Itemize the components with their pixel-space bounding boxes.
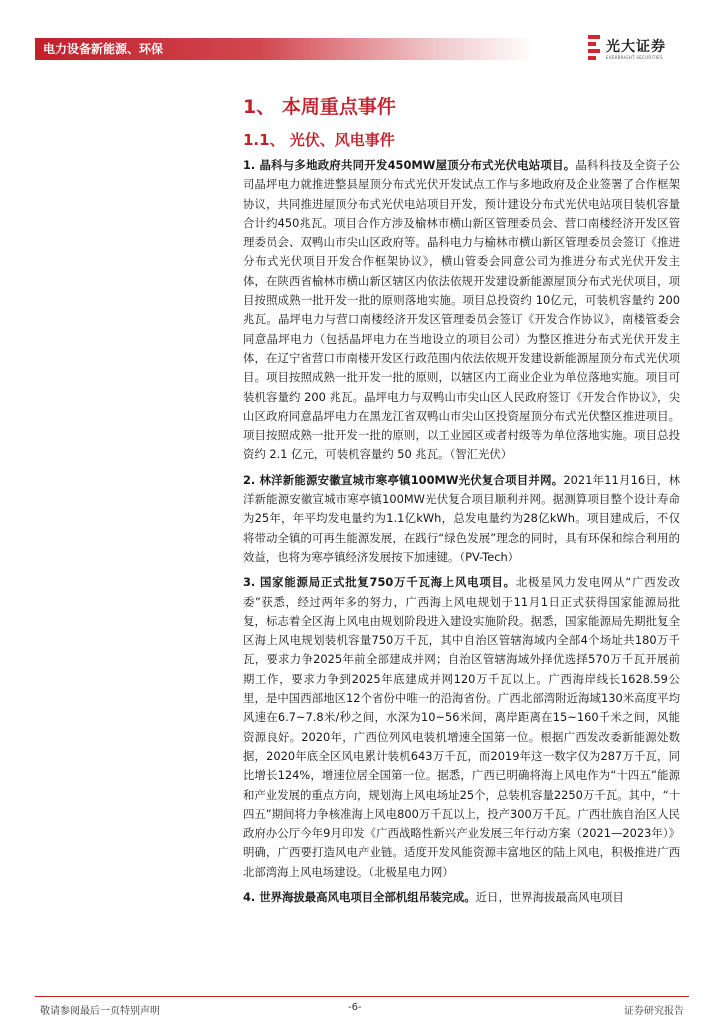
article-paragraph xyxy=(243,888,680,907)
section-subtitle: 1.1、 光伏、风电事件 xyxy=(243,131,395,149)
article-list xyxy=(243,156,680,913)
article-headline: 2. 林洋新能源安徽宣城市寒亭镇100MW光伏复合项目并网。 xyxy=(243,472,564,487)
article-body: 北极星风力发电网从“广西发改委”获悉，经过两年多的努力，广西海上风电规划于11月1日正式获得国家能源局批复，标志着全区海上风电由规划阶段进入建设实施阶段。据悉，国家能源局先期批复全区海上风电规划装机容量750万千瓦，其中自治区管辖海域内全部4个场址共180万千瓦，要求力争2025年前全部建成并网；自治区管辖海域外择优选择570万千瓦开展前期工作，要求力争到2025年底建成并网120万千瓦以上。广西海岸线长1628.59公里，是中国西部地区12个省份中唯一的沿海省份。广西北部湾附近海域130米高度平均风速在6.7~7.8米/秒之间，水深为10~56米间，离岸距离在15~160千米之间，风能资源良好。2020年，广西位列风电装机增速全国第一位。根据广西发改委新能源处数据，2020年底全区风电累计装机643万千瓦，而2019年这一数字仅为287万千瓦，同比增长124%，增速位居全国第一位。据悉，广西已明确将海上风电作为“十四五”能源和产业发展的重点方向，规划海上风电场址25个，总装机容量2250万千瓦。其中，“十四五”期间将力争核准海上风电800万千瓦以上，投产300万千瓦。广西壮族自治区人民政府办公厅今年9月印发《广西战略性新兴产业发展三年行动方案（2021—2023年）》明确，广西要打造风电产业链。适度开发风能资源丰富地区的陆上风电，积极推进广西北部湾海上风电场建设。（北极星电力网） xyxy=(243,575,680,879)
company-logo xyxy=(588,34,698,64)
logo-name: 光大证券 xyxy=(606,39,666,55)
article-body: 近日，世界海拔最高风电项目 xyxy=(475,889,624,904)
article-body: 晶科科技及全资子公司晶坪电力就推进整县屋顶分布式光伏开发试点工作与多地政府及企业签署了合作框架协议，共同推进屋顶分布式光伏电站项目开发，预计建设分布式光伏电站项目装机容量合计约450兆瓦。项目合作方涉及榆林市横山新区管理委员会、营口南楼经济开发区管理委员会、双鸭山市尖山区政府等。晶科电力与榆林市横山新区管理委员会签订《推进分布式光伏项目开发合作框架协议》，横山管委会同意公司为推进分布式光伏开发主体，在陕西省榆林市横山新区辖区内依法依规开发建设新能源屋顶分布式光伏项目，项目按照成熟一批开发一批的原则落地实施。项目总投资约 10亿元，可装机容量约 200 兆瓦。晶坪电力与营口南楼经济开发区管理委员会签订《开发合作协议》，南楼管委会同意晶坪电力（包括晶坪电力在当地设立的项目公司）为整区推进分布式光伏开发主体，在辽宁省营口市南楼开发区行政范围内依法依规开发建设新能源屋顶分布式光伏项目。项目按照成熟一批开发一批的原则，以辖区内工商业企业为单位落地实施。项目可装机容量约 200 兆瓦。晶坪电力与双鸭山市尖山区人民政府签订《开发合作协议》，尖山区政府同意晶坪电力在黑龙江省双鸭山市尖山区投资屋顶分布式光伏整区推进项目。项目按照成熟一批开发一批的原则，以工业园区或者村级等为单位落地实施。项目总投资约 2.1 亿元，可装机容量约 50 兆瓦。（智汇光伏） xyxy=(243,158,680,462)
logo-mark-icon xyxy=(588,35,600,61)
footer-disclaimer: 敬请参阅最后一页特别声明 xyxy=(40,1006,160,1017)
article-headline: 1. 晶科与多地政府共同开发450MW屋顶分布式光伏电站项目。 xyxy=(243,158,576,172)
footer-divider xyxy=(35,996,689,997)
report-type: 证券研究报告 xyxy=(624,1006,684,1017)
article-headline: 4. 世界海拔最高风电项目全部机组吊装完成。 xyxy=(243,889,476,904)
article-body: 2021年11月16日，林洋新能源安徽宣城市寒亭镇100MW光伏复合项目顺利并网。据测算项目整个设计寿命为25年，年平均发电量约为1.1亿kWh，总发电量约为28亿kWh。项目建成后，不仅将带动全镇的可再生能源发展，在践行“绿色发展”理念的同时，具有环保和综合利用的效益，也将为寒亭镇经济发展按下加速键。（PV-Tech） xyxy=(243,472,680,564)
article-headline: 3. 国家能源局正式批复750万千瓦海上风电项目。 xyxy=(243,575,516,590)
section-title: 1、 本周重点事件 xyxy=(243,96,396,118)
header-category: 电力设备新能源、环保 xyxy=(43,42,164,56)
article-paragraph xyxy=(243,156,680,465)
article-paragraph xyxy=(243,573,680,882)
logo-subtitle: EVERBRIGHT SECURITIES xyxy=(606,55,663,60)
article-paragraph xyxy=(243,471,680,567)
page-number: -6- xyxy=(348,1002,362,1013)
